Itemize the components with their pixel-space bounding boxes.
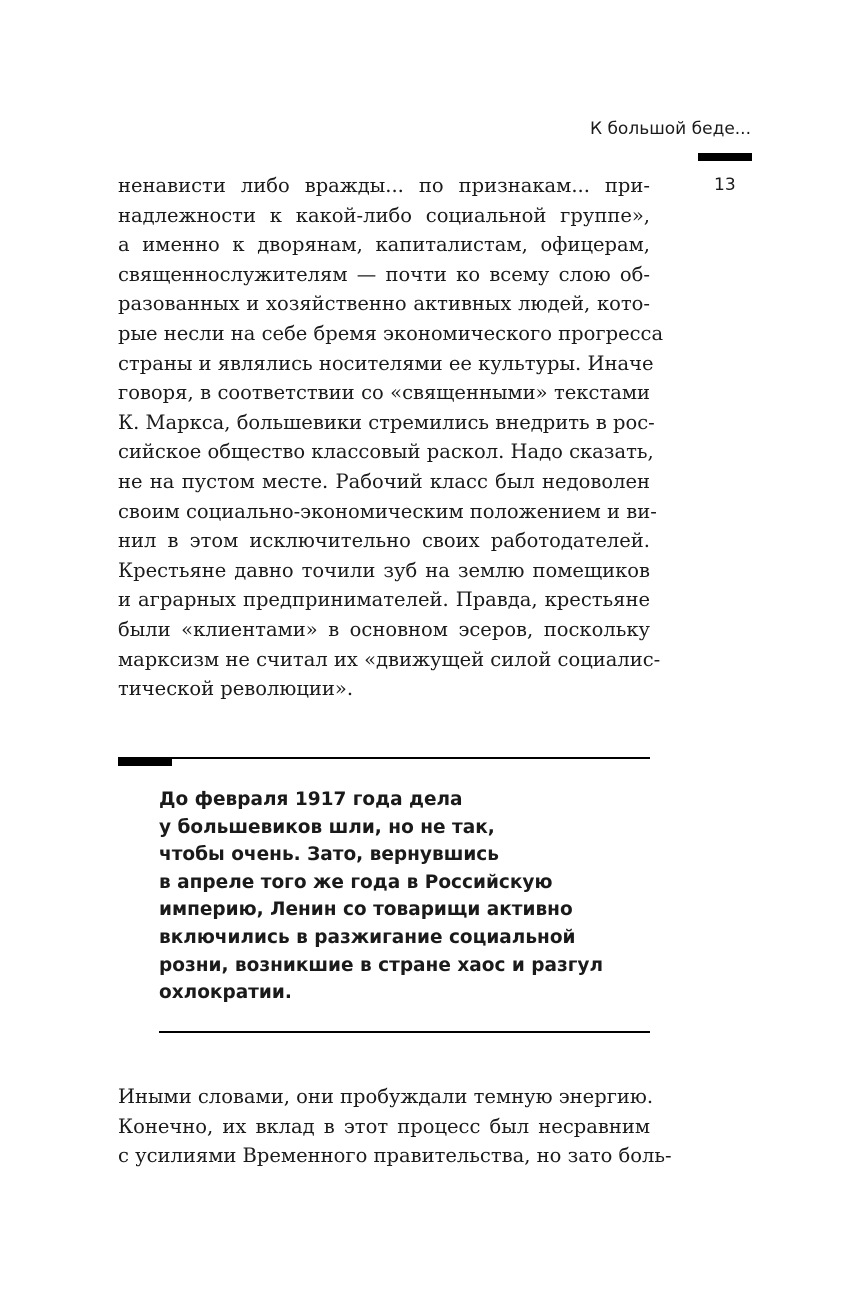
text-line: тической революции».: [118, 677, 354, 701]
text-line: Иными словами, они пробуждали темную энергию.: [118, 1085, 654, 1108]
quote-line: чтобы очень. Зато, вернувшись: [159, 844, 499, 866]
text-line: нил в этом исключительно своих работодателей.: [118, 529, 650, 553]
text-line: не на пустом месте. Рабочий класс был недоволен: [118, 469, 650, 493]
text-line: священнослужителям — почти ко всему слою об-: [118, 262, 650, 286]
pull-quote: [159, 786, 639, 1007]
text-line: марксизм не считал их «движущей силой социалис-: [118, 647, 661, 671]
text-line: Конечно, их вклад в этот процесс был несравним: [118, 1114, 650, 1138]
text-line: ненависти либо вражды... по признакам... при-: [118, 174, 650, 197]
quote-line: у большевиков шли, но не так,: [159, 816, 495, 838]
text-line: разованных и хозяйственно активных людей, кото-: [118, 292, 650, 316]
page-number: 13: [714, 175, 736, 195]
quote-accent-bar: [118, 757, 172, 766]
quote-line: в апреле того же года в Российскую: [159, 871, 553, 893]
quote-bottom-rule: [159, 1031, 650, 1033]
running-title: К большой беде...: [589, 119, 751, 139]
text-line: с усилиями Временного правительства, но зато боль-: [118, 1144, 672, 1168]
text-line: рые несли на себе бремя экономического прогресса: [118, 321, 664, 345]
header-decor-bar: [698, 153, 752, 161]
quote-line: включились в разжигание социальной: [159, 926, 576, 948]
quote-line: охлократии.: [159, 982, 292, 1004]
text-line: Крестьяне давно точили зуб на землю помещиков: [118, 558, 650, 582]
text-line: были «клиентами» в основном эсеров, поскольку: [118, 617, 650, 641]
body-paragraph-1: [118, 171, 664, 704]
quote-line: До февраля 1917 года дела: [159, 789, 463, 810]
text-line: К. Маркса, большевики стремились внедрить в рос-: [118, 410, 655, 434]
text-line: своим социально-экономическим положением и ви-: [118, 499, 657, 523]
quote-line: розни, возникшие в стране хаос и разгул: [159, 954, 603, 976]
text-line: говоря, в соответствии со «священными» текстами: [118, 381, 650, 405]
text-line: надлежности к какой-либо социальной группе»,: [118, 203, 650, 227]
body-paragraph-2: [118, 1082, 672, 1171]
text-line: страны и являлись носителями ее культуры. Иначе: [118, 351, 654, 375]
text-line: сийское общество классовый раскол. Надо сказать,: [118, 440, 654, 464]
text-line: а именно к дворянам, капиталистам, офицерам,: [118, 233, 650, 257]
text-line: и аграрных предпринимателей. Правда, крестьяне: [118, 588, 650, 612]
quote-line: империю, Ленин со товарищи активно: [159, 899, 573, 921]
quote-top-rule: [118, 757, 650, 759]
